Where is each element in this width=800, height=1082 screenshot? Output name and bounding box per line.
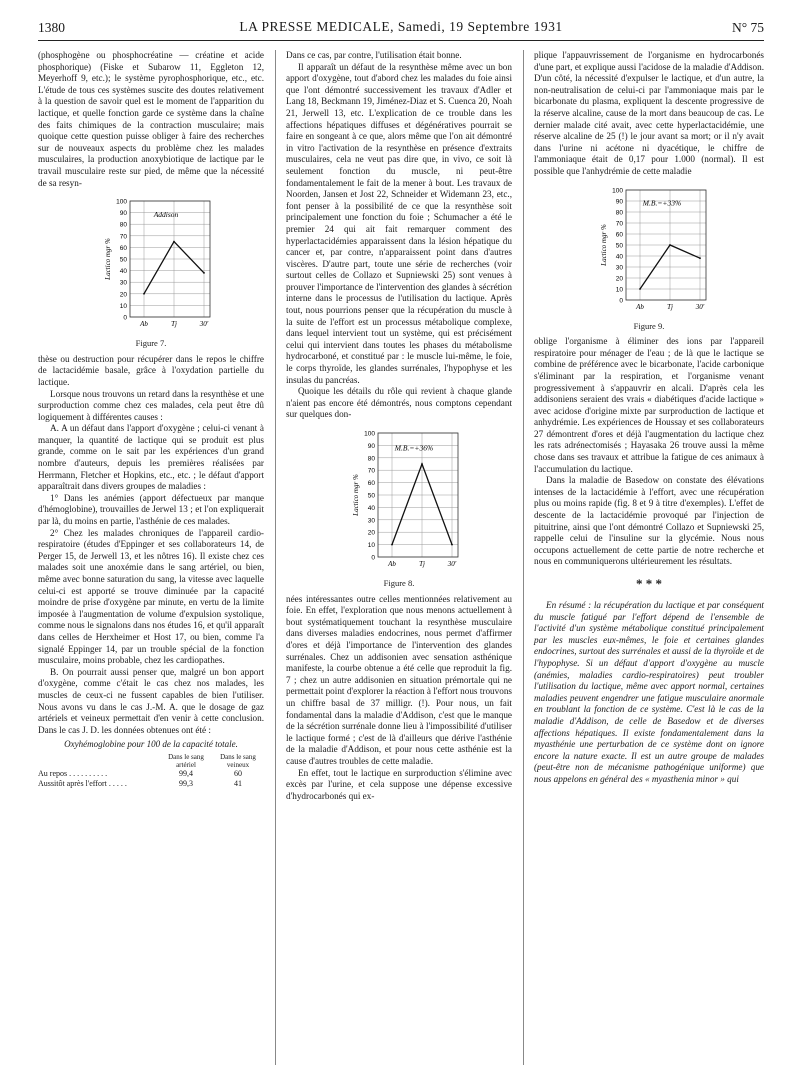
paragraph: 1° Dans les anémies (apport défectueux par manque d'hémoglobine), trouvailles de Jerwel 13 ; et l'on expliquerait par là, du moins en partie, l'asthénie de ces malades.: [38, 492, 264, 527]
figure-8-chart: [286, 427, 512, 577]
column-rule-2: [523, 50, 524, 1065]
chart-annotation: Addison: [153, 210, 179, 220]
page-number: 1380: [38, 20, 65, 35]
data-point: [173, 241, 175, 243]
y-tick-label: 20: [615, 275, 623, 283]
paragraph: oblige l'organisme à éliminer des ions par l'appareil respiratoire pour ménager de l'eau ; de là que le lactique se combine de préférence avec le bicarbonate, l'acide carbonique s'éliminant par la respiration, et l'organisme venant progressivement à s'appauvrir en alcali. D'après cela les addisoniens seraient des vrais « diabétiques d'acide lactique » avec acidose d'origine mixte par surproduction de lactique et anhydrémie. Les expériences de Houssay et ses collaborateurs 27 démontrent d'ores et déjà l'augmentation du lactique chez les rats adrénectomisés ; Hayasaka 26 trouve aussi la même chose dans ses travaux et attribue la fatigue de ces animaux à l'accumulation du lactique.: [534, 336, 764, 474]
x-tick-label: Tj: [171, 320, 177, 329]
y-tick-label: 80: [615, 209, 623, 217]
data-point: [143, 293, 145, 295]
x-tick-label: Ab: [388, 560, 396, 568]
figure-7: [38, 195, 264, 350]
paragraph: A. A un défaut dans l'apport d'oxygène ; celui-ci venant à manquer, la quantité de lactique qui se produit est plus grande, comme on le sait par les expériences d'un grand nombre d'auteurs, depuis les premières réalisées par Herrmann, Fletcher et Hopkins, etc., etc. ; le défaut d'apport apparaîtrait dans divers groupes de maladies :: [38, 423, 264, 492]
paragraph: Dans la maladie de Basedow on constate des élévations intenses de la lactacidémie à l'effort, avec une récupération plus ou moins rapide (fig. 8 et 9 à titre d'exemples). L'effet de descente de la lactacidémie provoqué par l'injection de pituitrine, ainsi que l'ont démontré Collazo et Supniewski 25, rappelle celui de l'insuline sur la glycémie. Nous nous occupons actuellement de cette partie de notre recherche et nous en communiquerons ultérieurement les résultats.: [534, 475, 764, 567]
figure-9-chart: [534, 184, 764, 320]
x-tick-label: Ab: [140, 320, 148, 329]
x-tick-label: Tj: [667, 302, 673, 311]
x-tick-label: Tj: [419, 560, 425, 568]
y-tick-label: 50: [367, 492, 375, 500]
figure-8-caption: Figure 8.: [383, 578, 415, 588]
y-tick-label: 100: [364, 430, 375, 438]
y-tick-label: 100: [612, 187, 623, 195]
data-point: [421, 463, 423, 465]
column-1: [38, 50, 264, 789]
figure-8: [286, 427, 512, 590]
cell-value: 41: [234, 778, 242, 788]
paragraph: Dans ce cas, par contre, l'utilisation était bonne.: [286, 50, 462, 60]
figure-7-chart: [38, 195, 264, 337]
figure-9-caption: Figure 9.: [633, 320, 665, 331]
x-tick-label: 30': [695, 302, 705, 311]
paragraph: Lorsque nous trouvons un retard dans la resynthèse et une surproduction comme chez ces malades, cela peut être dû logiquement à différentes causes :: [38, 388, 264, 422]
column-header-venous: Dans le sang veineux: [220, 752, 256, 769]
y-tick-label: 70: [615, 220, 623, 228]
y-tick-label: 10: [119, 303, 127, 311]
data-point: [203, 272, 205, 274]
x-tick-label: 30': [199, 320, 209, 329]
y-tick-label: 30: [615, 264, 623, 272]
y-tick-label: 10: [615, 286, 623, 294]
data-point: [451, 544, 453, 546]
y-tick-label: 30: [119, 279, 127, 287]
y-tick-label: 10: [367, 542, 375, 550]
data-point: [699, 257, 701, 259]
y-tick-label: 60: [615, 231, 623, 239]
y-tick-label: 20: [119, 291, 127, 299]
table-row: [38, 779, 264, 789]
figure-7-caption: Figure 7.: [135, 338, 167, 349]
y-tick-label: 0: [619, 297, 623, 305]
journal-title: LA PRESSE MEDICALE, Samedi, 19 Septembre 1931: [239, 19, 563, 34]
y-tick-label: 60: [119, 245, 127, 253]
y-axis-label: Lactico mgr %: [352, 474, 360, 516]
paragraph: 2° Chez les malades chroniques de l'appareil cardio-respiratoire (études d'Eppinger et ses collaborateurs 14, de Perger 15, de Jerwell 13, et les nôtres 16). Il existe chez ces malades soit une anoxémie dans le sang artériel, ou bien, même avec bonne saturation du sang, la vitesse avec laquelle celui-ci est apporté se trouve diminuée par la capacité moindre de prise d'oxygène par minute, en vertu de la limite imposée à l'augmentation de volume d'expulsion systolique, comme nous le signalons dans nos études 16, et qu'il apparaît dans celles de Herxheimer et Host 17, ou bien, comme l'a signalé Eppinger 14, par un trouble spécial de la fonction musculaire, moins probable, chez les cardiopathes.: [38, 527, 264, 666]
paragraph: thèse ou destruction pour récupérer dans le repos le chiffre de lactacidémie basale, grâce à l'oxydation partielle du lactique.: [38, 353, 264, 387]
y-tick-label: 80: [367, 455, 375, 463]
table-header: [38, 753, 264, 769]
y-tick-label: 50: [119, 256, 127, 264]
y-tick-label: 60: [367, 480, 375, 488]
y-axis-label: Lactico mgr %: [600, 223, 608, 266]
figure-9: [534, 184, 764, 333]
y-tick-label: 40: [119, 268, 127, 276]
x-tick-label: 30': [447, 560, 457, 568]
column-3: [534, 50, 764, 786]
y-tick-label: 90: [615, 198, 623, 206]
paragraph: B. On pourrait aussi penser que, malgré un bon apport d'oxygène, comme c'était le cas chez nos malades, les muscles de ceux-ci ne fussent capables de bien l'utiliser. Nous avons vu dans le cas J.-M. A. que le dosage de gaz artériels et veineux permettait d'en venir à cette conclusion. Dans le cas J. D. les données obtenues ont été :: [38, 666, 264, 735]
page-header: [38, 18, 764, 41]
y-tick-label: 100: [116, 198, 127, 206]
paragraph: Quoique les détails du rôle qui revient à chaque glande n'aient pas encore été démontrés, nous comptons cependant sur quelques don-: [286, 386, 512, 420]
y-tick-label: 30: [367, 517, 375, 525]
row-label: Aussitôt après l'effort . . . . .: [38, 778, 127, 788]
y-tick-label: 70: [367, 467, 375, 475]
chart-annotation: M.B.=+33%: [642, 197, 682, 207]
chart-annotation: M.B.=+36%: [394, 443, 434, 453]
section-separator: * * *: [636, 576, 662, 591]
y-tick-label: 70: [119, 233, 127, 241]
y-tick-label: 40: [615, 253, 623, 261]
oxyhemoglobin-table: [38, 753, 264, 789]
y-tick-label: 20: [367, 529, 375, 537]
y-tick-label: 90: [367, 442, 375, 450]
paragraph: Il apparaît un défaut de la resynthèse même avec un bon apport d'oxygène, tout d'abord chez les malades du foie ainsi que l'ont démontré successivement les travaux d'Adler et Lang 18, Beckmann 19, Jiménez-Diaz et S. Cuenca 20, Noah 21, Jerwell 13, etc. L'explication de ce trouble dans les affections hépatiques diffuses et dégénératives pourrait se faire en songeant à ce que, alors même que l'on ait démontré in vitro l'activation de la resynthèse en présence d'extraits musculaires, cela ne veut pas dire que, in vivo, ce soit là seulement fonction du muscle, ni peut-être fondamentalement le fait de la mener à bout. Les travaux de Noorden, Jansen et Jost 22, Schneider et Widemann 23, etc., font penser à la possibilité de ce que la resynthèse soit principalement une fonction du foie ; Schumacher a été le premier 24 qui ait fait remarquer comment des hyperlactacidémies apparaissent dans la lésion hépatique du cancer et, par contre, n'apparaissent point dans d'autres viscères. D'autre part, toute une série de recherches (voir surtout celles de Collazo et Supniewski 25) sont venues à prouver l'importance de l'intervention des glandes à sécrétion interne dans le processus de l'utilisation du lactique. Après tout, nous pourrions penser que la récupération du muscle à la suite de l'effort est un processus métabolique complexe, dans lequel intervient tout un système, qui est précisément celui qui intervient dans toutes les phases du métabolisme hydrocarboné, et constitué par : le muscle lui-même, le foie, le corps thyroïde, les glandes surrénales, l'hypophyse et les insulas du pancréas.: [286, 61, 512, 385]
paragraph: nées intéressantes outre celles mentionnées relativement au foie. En effet, l'exploration que nous menons actuellement à bout systématiquement touchant la resynthèse musculaire dans diverses maladies endocrines, nous permet d'affirmer d'ores et déjà l'importance de l'intervention des glandes surrénales. Chez un addisonien avec sensation asthénique manifeste, la courbe obtenue a été celle que reproduit la fig. 7 ; chez un autre addisonien en situation prémortale qui ne permettait point d'explorer la réaction à l'effort nous trouvons un chiffre basal de 37 milligr. (!). Pour nous, un fait fondamental dans la maladie d'Addison, c'est que le manque de la sécrétion surrénale donne lieu à l'impossibilité d'utiliser le lactique formé ; c'est de là d'ailleurs que dérive l'asthénie de la maladie d'Addison, et pour nous cette asthénie est la cause d'autres troubles de cette maladie.: [286, 593, 512, 766]
column-2: [286, 50, 512, 802]
y-tick-label: 90: [119, 210, 127, 218]
data-point: [391, 544, 393, 546]
data-point: [669, 244, 671, 246]
cell-value: 60: [234, 768, 242, 778]
y-tick-label: 0: [371, 554, 375, 562]
table-title: Oxyhémoglobine pour 100 de la capacité totale.: [64, 739, 238, 750]
y-tick-label: 40: [367, 504, 375, 512]
y-tick-label: 50: [615, 242, 623, 250]
y-axis-label: Lactico mgr %: [104, 238, 112, 280]
cell-value: 99,3: [179, 778, 193, 788]
y-tick-label: 80: [119, 221, 127, 229]
table-row: [38, 769, 264, 779]
paragraph: En effet, tout le lactique en surproduction s'élimine avec excès par l'urine, et cela suppose une dépense excessive d'hydrocarbonés qui ex-: [286, 767, 512, 801]
column-rule-1: [275, 50, 276, 1065]
paragraph: En résumé : la récupération du lactique et par conséquent du muscle fatigué par l'effort dépend de l'ensemble de l'activité d'un système métabolique constitué principalement par les muscles eux-mêmes, le foie et certaines glandes endocrines, surtout des surrénales et aussi de la thyroïde et de l'hypophyse. Si un défaut d'apport d'oxygène au muscle (anémies, maladies cardio-respiratoires) peut troubler l'utilisation du lactique, même avec apport normal, certaines maladies peuvent engendrer une fatigue musculaire anormale en troublant la fonction de ce système. C'est là le cas de la maladie d'Addison, de celle de Basedow et de diverses affections hépatiques. Il existe fondamentalement dans la myasthénie une perturbation de ce système dont on ignore encore la nature exacte. Il est un autre groupe de malades (peut-être non de mécanisme pathogénique uniforme) que nous appelons en général des « myasthenia minor » qui: [534, 600, 764, 784]
data-point: [639, 288, 641, 290]
issue-number: N° 75: [731, 20, 764, 35]
paragraph: (phosphogène ou phosphocréatine — créatine et acide phosphorique) (Fiske et Subarow 11, Eggleton 12, Meyerhoff 9, etc.); le système pyrophosphorique, etc., etc. L'étude de tous ces systèmes suscite des doutes relativement à la question de savoir quel est le moment de l'apparition du lactique, et quelle fonction garde ce système dans la chaîne des faits chimiques de la contraction musculaire; mais quoique cette question puisse obliger à faire des recherches sur de nouveaux aspects du problème chez les malades musculaires, la production anoxybiotique de lactique par le travail musculaire reste sur pied, de même que la nécessité de sa resyn-: [38, 50, 264, 188]
cell-value: 99,4: [179, 768, 193, 778]
paragraph: plique l'appauvrissement de l'organisme en hydrocarbonés d'une part, et explique aussi l'acidose de la maladie d'Addison. D'un côté, la nécessité d'expulser le lactique, et d'un autre, la non-neutralisation de celui-ci par l'ammoniaque mais par le bicarbonate du plasma, expliquent la descente progressive de la réserve alcaline, cause de la mort dans beaucoup de cas. Le dernier malade cité avait, avec cette hyperlactacidémie, une réserve alcaline de 25 (!) le jour avant sa mort; or il n'y avait dans l'urine ni acétone ni dyacétique, le chiffre de l'ammoniaque était de 0,17 pour 1.000 (normal). Il est possible que l'anhydrémie de cette maladie: [534, 50, 764, 176]
column-header-arterial: Dans le sang artériel: [168, 752, 204, 769]
row-label: Au repos . . . . . . . . . .: [38, 768, 108, 778]
y-tick-label: 0: [123, 314, 127, 322]
x-tick-label: Ab: [636, 302, 644, 311]
